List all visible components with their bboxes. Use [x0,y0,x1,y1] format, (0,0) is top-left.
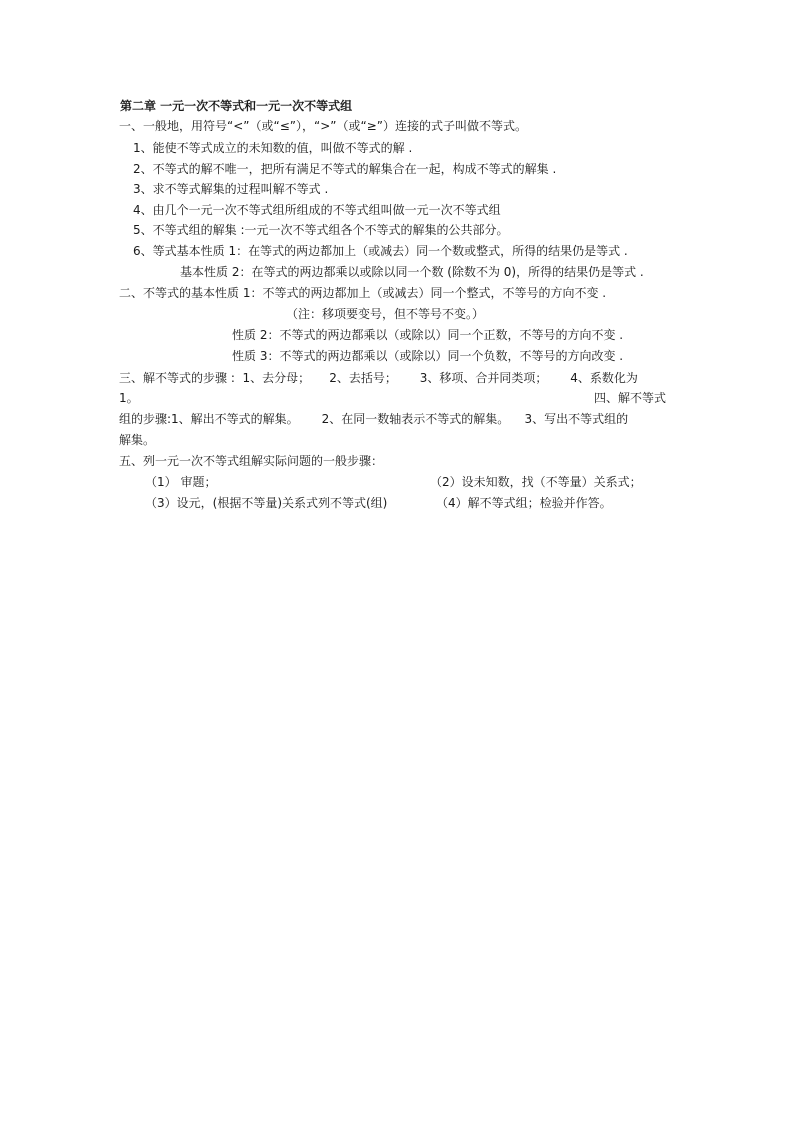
section-4-steps-end: 解集。 [119,433,156,447]
section-2-property-1: 二、不等式的基本性质 1：不等式的两边都加上（或减去）同一个整式，不等号的方向不变 . [119,286,607,300]
section-1-item-1: 1、能使不等式成立的未知数的值，叫做不等式的解 . [133,141,413,155]
section-1-intro: 一、一般地，用符号“<”（或“≤”），“>”（或“≥”）连接的式子叫做不等式。 [119,119,527,133]
section-3-steps-end: 1。 [119,391,139,405]
section-1-item-6: 6、等式基本性质 1：在等式的两边都加上（或减去）同一个数或整式，所得的结果仍是等式 . [133,244,628,258]
section-5-step-2: （2）设未知数，找（不等量）关系式； [430,475,642,489]
section-2-property-3: 性质 3：不等式的两边都乘以（或除以）同一个负数，不等号的方向改变 . [232,349,624,363]
section-2-property-2: 性质 2：不等式的两边都乘以（或除以）同一个正数，不等号的方向不变 . [232,328,624,342]
section-4-heading: 四、解不等式 [594,391,667,405]
section-5-step-3: （3）设元，(根据不等量)关系式列不等式(组) [145,496,388,510]
section-2-note: （注：移项要变号，但不等号不变。） [286,307,485,321]
section-5-step-4: （4）解不等式组；检验并作答。 [436,496,612,510]
section-1-item-6b: 基本性质 2：在等式的两边都乘以或除以同一个数 (除数不为 0)，所得的结果仍是等式 . [180,265,644,279]
chapter-title: 第二章 一元一次不等式和一元一次不等式组 [120,99,353,113]
section-1-item-5: 5、不等式组的解集 :一元一次不等式组各个不等式的解集的公共部分。 [133,223,509,237]
section-1-item-4: 4、由几个一元一次不等式组所组成的不等式组叫做一元一次不等式组 [133,203,501,217]
section-3-steps: 三、解不等式的步骤 : 1、去分母； 2、去括号； 3、移项、合并同类项； 4、系数化为 [119,371,638,385]
section-4-steps: 组的步骤:1、解出不等式的解集。 2、在同一数轴表示不等式的解集。 3、写出不等式组的 [119,412,629,426]
section-1-item-2: 2、不等式的解不唯一，把所有满足不等式的解集合在一起，构成不等式的解集 . [133,162,557,176]
section-5-step-1: （1） 审题； [145,475,217,489]
section-5-title: 五、列一元一次不等式组解实际问题的一般步骤： [119,454,384,468]
section-1-item-3: 3、求不等式解集的过程叫解不等式 . [133,182,329,196]
